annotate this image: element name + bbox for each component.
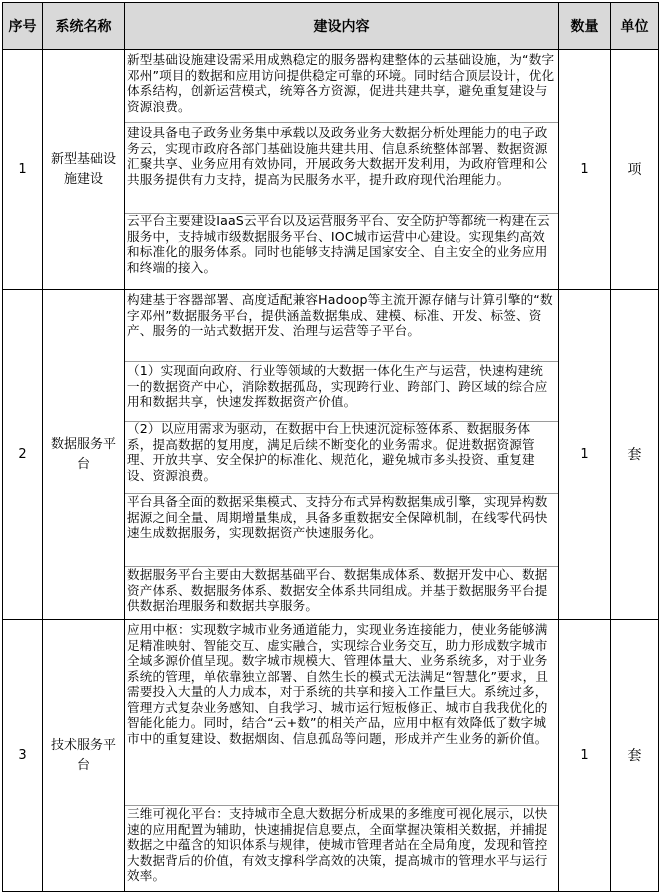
- row-3-quantity: 1: [580, 748, 589, 763]
- row-2-quantity: 1: [580, 447, 589, 462]
- table-border-top: [2, 2, 659, 3]
- table-column-divider: [610, 2, 611, 892]
- row-1-content-paragraph: 新型基础设施建设需采用成熟稳定的服务器构建整体的云基础设施，为“数字邓州”项目的数据和应用访问提供稳定可靠的环境。同时结合顶层设计，优化体系结构，创新运营模式，统筹各方资源，促进共建共享，避免重复建设与资源浪费。: [127, 52, 555, 114]
- table-border-right: [658, 2, 659, 892]
- row-1-quantity: 1: [580, 162, 589, 177]
- row-2-content-paragraph: （1）实现面向政府、行业等领域的大数据一体化生产与运营，快速构建统一的数据资产中心，消除数据孤岛，实现跨行业、跨部门、跨区域的综合应用和数据共享，快速发挥数据资产价值。: [127, 363, 548, 409]
- header-system-name: 系统名称: [43, 3, 124, 49]
- table-header-bottom-line: [2, 49, 659, 50]
- row-2-index: 2: [18, 447, 27, 462]
- row-1-content-paragraph: 建设具备电子政务业务集中承载以及政务业务大数据分析处理能力的电子政务云，实现市政府各部门基础设施共建共用、信息系统整体部署、数据资源汇聚共享、业务应用有效协同，开展政务大数据开发利用，为政府管理和公共服务提供有力支持，提高为民服务水平，提升政府现代治理能力。: [127, 125, 548, 187]
- row-3-system-name: 技术服务平台: [50, 738, 116, 773]
- row-2-content-paragraph: （2）以应用需求为驱动，在数据中台上快速沉淀标签体系、数据服务体系，提高数据的复用度，满足后续不断变化的业务需求。促进数据资源管理、开放共享、安全保护的标准化、规范化，避免城市多头投资、重复建设、资源浪费。: [127, 421, 535, 483]
- header-content: 建设内容: [125, 3, 558, 49]
- row-3-content-paragraph: 三维可视化平台：支持城市全息大数据分析成果的多维度可视化展示，以快速的应用配置为辅助，快速捕捉信息要点，全面掌握决策相关数据，并捕捉数据之中蕴含的知识体系与规律，使城市管理者站在全局角度，发现和管控大数据背后的价值，有效支撑科学高效的决策，提高城市的管理水平与运行效率。: [127, 806, 548, 883]
- paragraph-divider: [125, 361, 558, 362]
- row-2-content-paragraph: 数据服务平台主要由大数据基础平台、数据集成体系、数据开发中心、数据资产体系、数据服务体系、数据安全体系共同组成。并基于数据服务平台提供数据治理服务和数据共享服务。: [127, 567, 548, 613]
- row-2-content-paragraph: 平台具备全面的数据采集模式、支持分布式异构数据集成引擎，实现异构数据源之间全量、周期增量集成，具备多重数据安全保障机制，在线零代码快速生成数据服务，实现数据资产快速服务化。: [127, 494, 548, 540]
- table-row-divider: [2, 289, 659, 290]
- row-1-unit: 项: [627, 162, 642, 178]
- row-2-unit: 套: [627, 447, 642, 463]
- row-1-system-name: 新型基础设施建设: [50, 152, 116, 187]
- row-3-content-paragraph: 应用中枢：实现数字城市业务通道能力，实现业务连接能力，使业务能够满足精准映射、智能交互、虚实融合，实现综合业务交互，助力形成数字城市全域多源价值呈现。数字城市规模大、管理体量大、业务系统多，对于业务系统的管理，单依靠独立部署、自然生长的模式无法满足“智慧化”要求，且需要投入大量的人力成本，对于系统的共享和接入工作量巨大。系统过多，管理方式复杂业务感知、自我学习、城市运行短板修正、城市自我我优化的智能化能力。同时，结合“云+数”的相关产品，应用中枢有效降低了数字城市中的重复建设、数据烟囱、信息孤岛等问题，形成并产生业务的新价值。: [127, 622, 549, 746]
- table-border-left: [2, 2, 3, 892]
- row-1-content-paragraph: 云平台主要建设IaaS云平台以及运营服务平台、安全防护等都统一构建在云服务中，支持城市级数据服务平台、IOC城市运营中心建设。实现集约高效和标准化的服务体系。同时也能够支持满足国家安全、自主安全的业务应用和终端的接入。: [127, 213, 550, 275]
- row-2-content-paragraph: 构建基于容器部署、高度适配兼容Hadoop等主流开源存储与计算引擎的“数字邓州”数据服务平台，提供涵盖数据集成、建模、标准、开发、标签、资产、服务的一站式数据开发、治理与运营等子平台。: [127, 292, 553, 338]
- header-unit: 单位: [611, 3, 658, 49]
- row-1-index: 1: [18, 162, 27, 177]
- row-3-unit: 套: [627, 748, 642, 764]
- row-3-index: 3: [18, 748, 27, 763]
- table-column-divider: [558, 2, 559, 892]
- table-column-divider: [124, 2, 125, 892]
- row-2-system-name: 数据服务平台: [50, 437, 116, 472]
- table-column-divider: [42, 2, 43, 892]
- table-row-divider: [2, 619, 659, 620]
- paragraph-divider: [125, 122, 558, 123]
- header-index: 序号: [3, 3, 42, 49]
- table-border-bottom: [2, 891, 659, 892]
- header-quantity: 数量: [559, 3, 610, 49]
